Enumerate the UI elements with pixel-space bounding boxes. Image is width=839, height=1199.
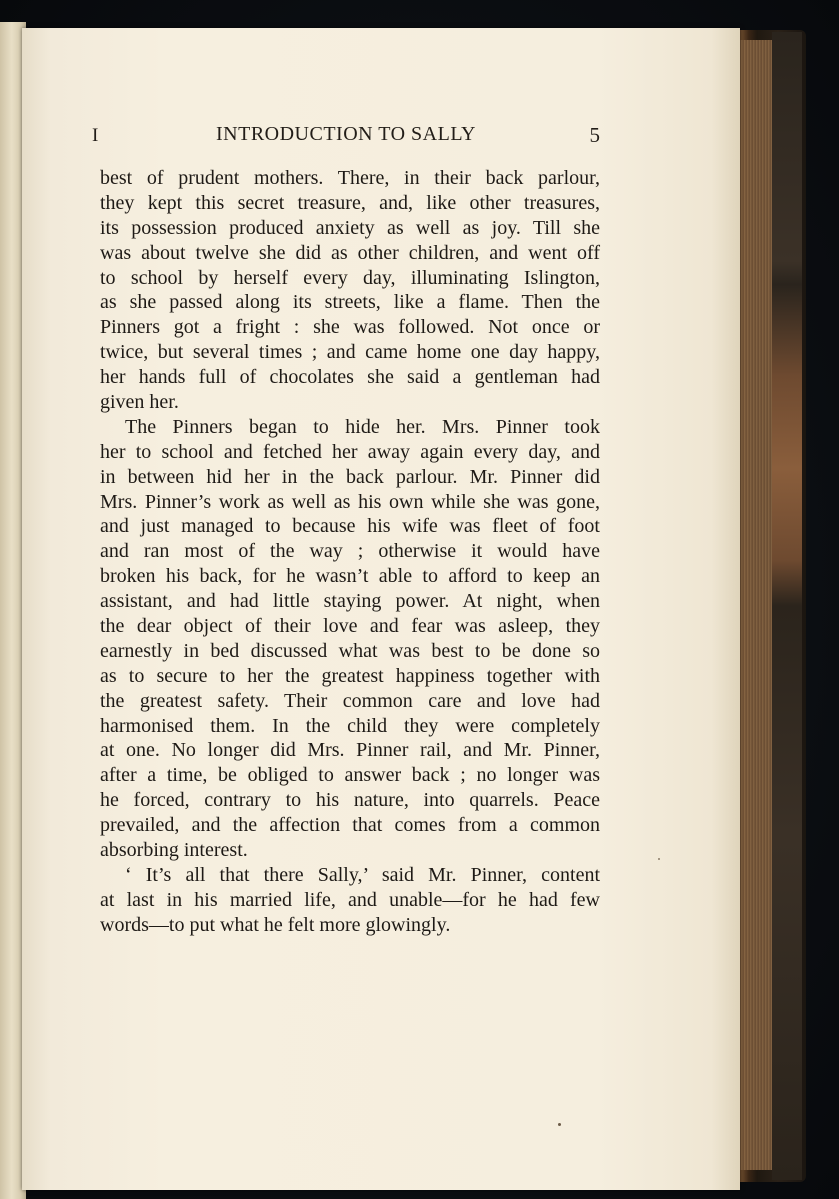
text-line: her hands full of chocolates she said a gentleman had <box>100 366 600 389</box>
text-line: the dear object of their love and fear was asleep, they <box>100 615 600 638</box>
running-head <box>92 123 600 153</box>
chapter-numeral: I <box>92 125 99 146</box>
text-line: ‘ It’s all that there Sally,’ said Mr. Pinner, content <box>125 863 600 886</box>
text-line: her to school and fetched her away again every day, and <box>100 440 600 463</box>
text-line: words—to put what he felt more glowingly. <box>100 913 451 936</box>
text-line: in between hid her in the back parlour. Mr. Pinner did <box>100 465 600 488</box>
text-line: was about twelve she did as other children, and went off <box>100 241 600 264</box>
text-line: The Pinners began to hide her. Mrs. Pinner took <box>125 415 600 438</box>
text-line: Mrs. Pinner’s work as well as his own while she was gone, <box>100 490 600 513</box>
text-line: at one. No longer did Mrs. Pinner rail, and Mr. Pinner, <box>100 739 600 762</box>
text-line: given her. <box>100 391 179 414</box>
text-line: and ran most of the way ; otherwise it would have <box>100 540 600 563</box>
running-title: INTRODUCTION TO SALLY <box>216 123 476 145</box>
text-line: the greatest safety. Their common care and love had <box>100 689 600 712</box>
text-line: best of prudent mothers. There, in their back parlour, <box>100 167 600 189</box>
text-line: Pinners got a fright : she was followed. Not once or <box>100 316 600 339</box>
text-line: he forced, contrary to his nature, into quarrels. Peace <box>100 789 600 812</box>
text-line: at last in his married life, and unable—for he had few <box>100 888 600 911</box>
text-line: assistant, and had little staying power. At night, when <box>100 590 600 613</box>
text-line: harmonised them. In the child they were completely <box>100 714 600 737</box>
text-line: to school by herself every day, illuminating Islington, <box>100 266 600 289</box>
paper-speck <box>658 858 660 860</box>
book-page <box>22 28 740 1190</box>
ink-speck <box>558 1123 561 1126</box>
text-line: as to secure to her the greatest happiness together with <box>100 664 600 687</box>
text-line: its possession produced anxiety as well as joy. Till she <box>100 216 600 239</box>
text-line: and just managed to because his wife was fleet of foot <box>100 515 600 538</box>
text-line: absorbing interest. <box>100 839 248 862</box>
leather-spine <box>772 32 802 1180</box>
text-line: they kept this secret treasure, and, like other treasures, <box>100 191 600 214</box>
body-text <box>100 166 600 938</box>
page-number: 5 <box>589 123 600 147</box>
text-line: broken his back, for he wasn’t able to afford to keep an <box>100 565 600 588</box>
text-line: earnestly in bed discussed what was best to be done so <box>100 639 600 662</box>
text-line: prevailed, and the affection that comes from a common <box>100 814 600 837</box>
text-line: after a time, be obliged to answer back ; no longer was <box>100 764 600 787</box>
text-line: twice, but several times ; and came home one day happy, <box>100 341 600 364</box>
text-line: as she passed along its streets, like a flame. Then the <box>100 291 600 314</box>
